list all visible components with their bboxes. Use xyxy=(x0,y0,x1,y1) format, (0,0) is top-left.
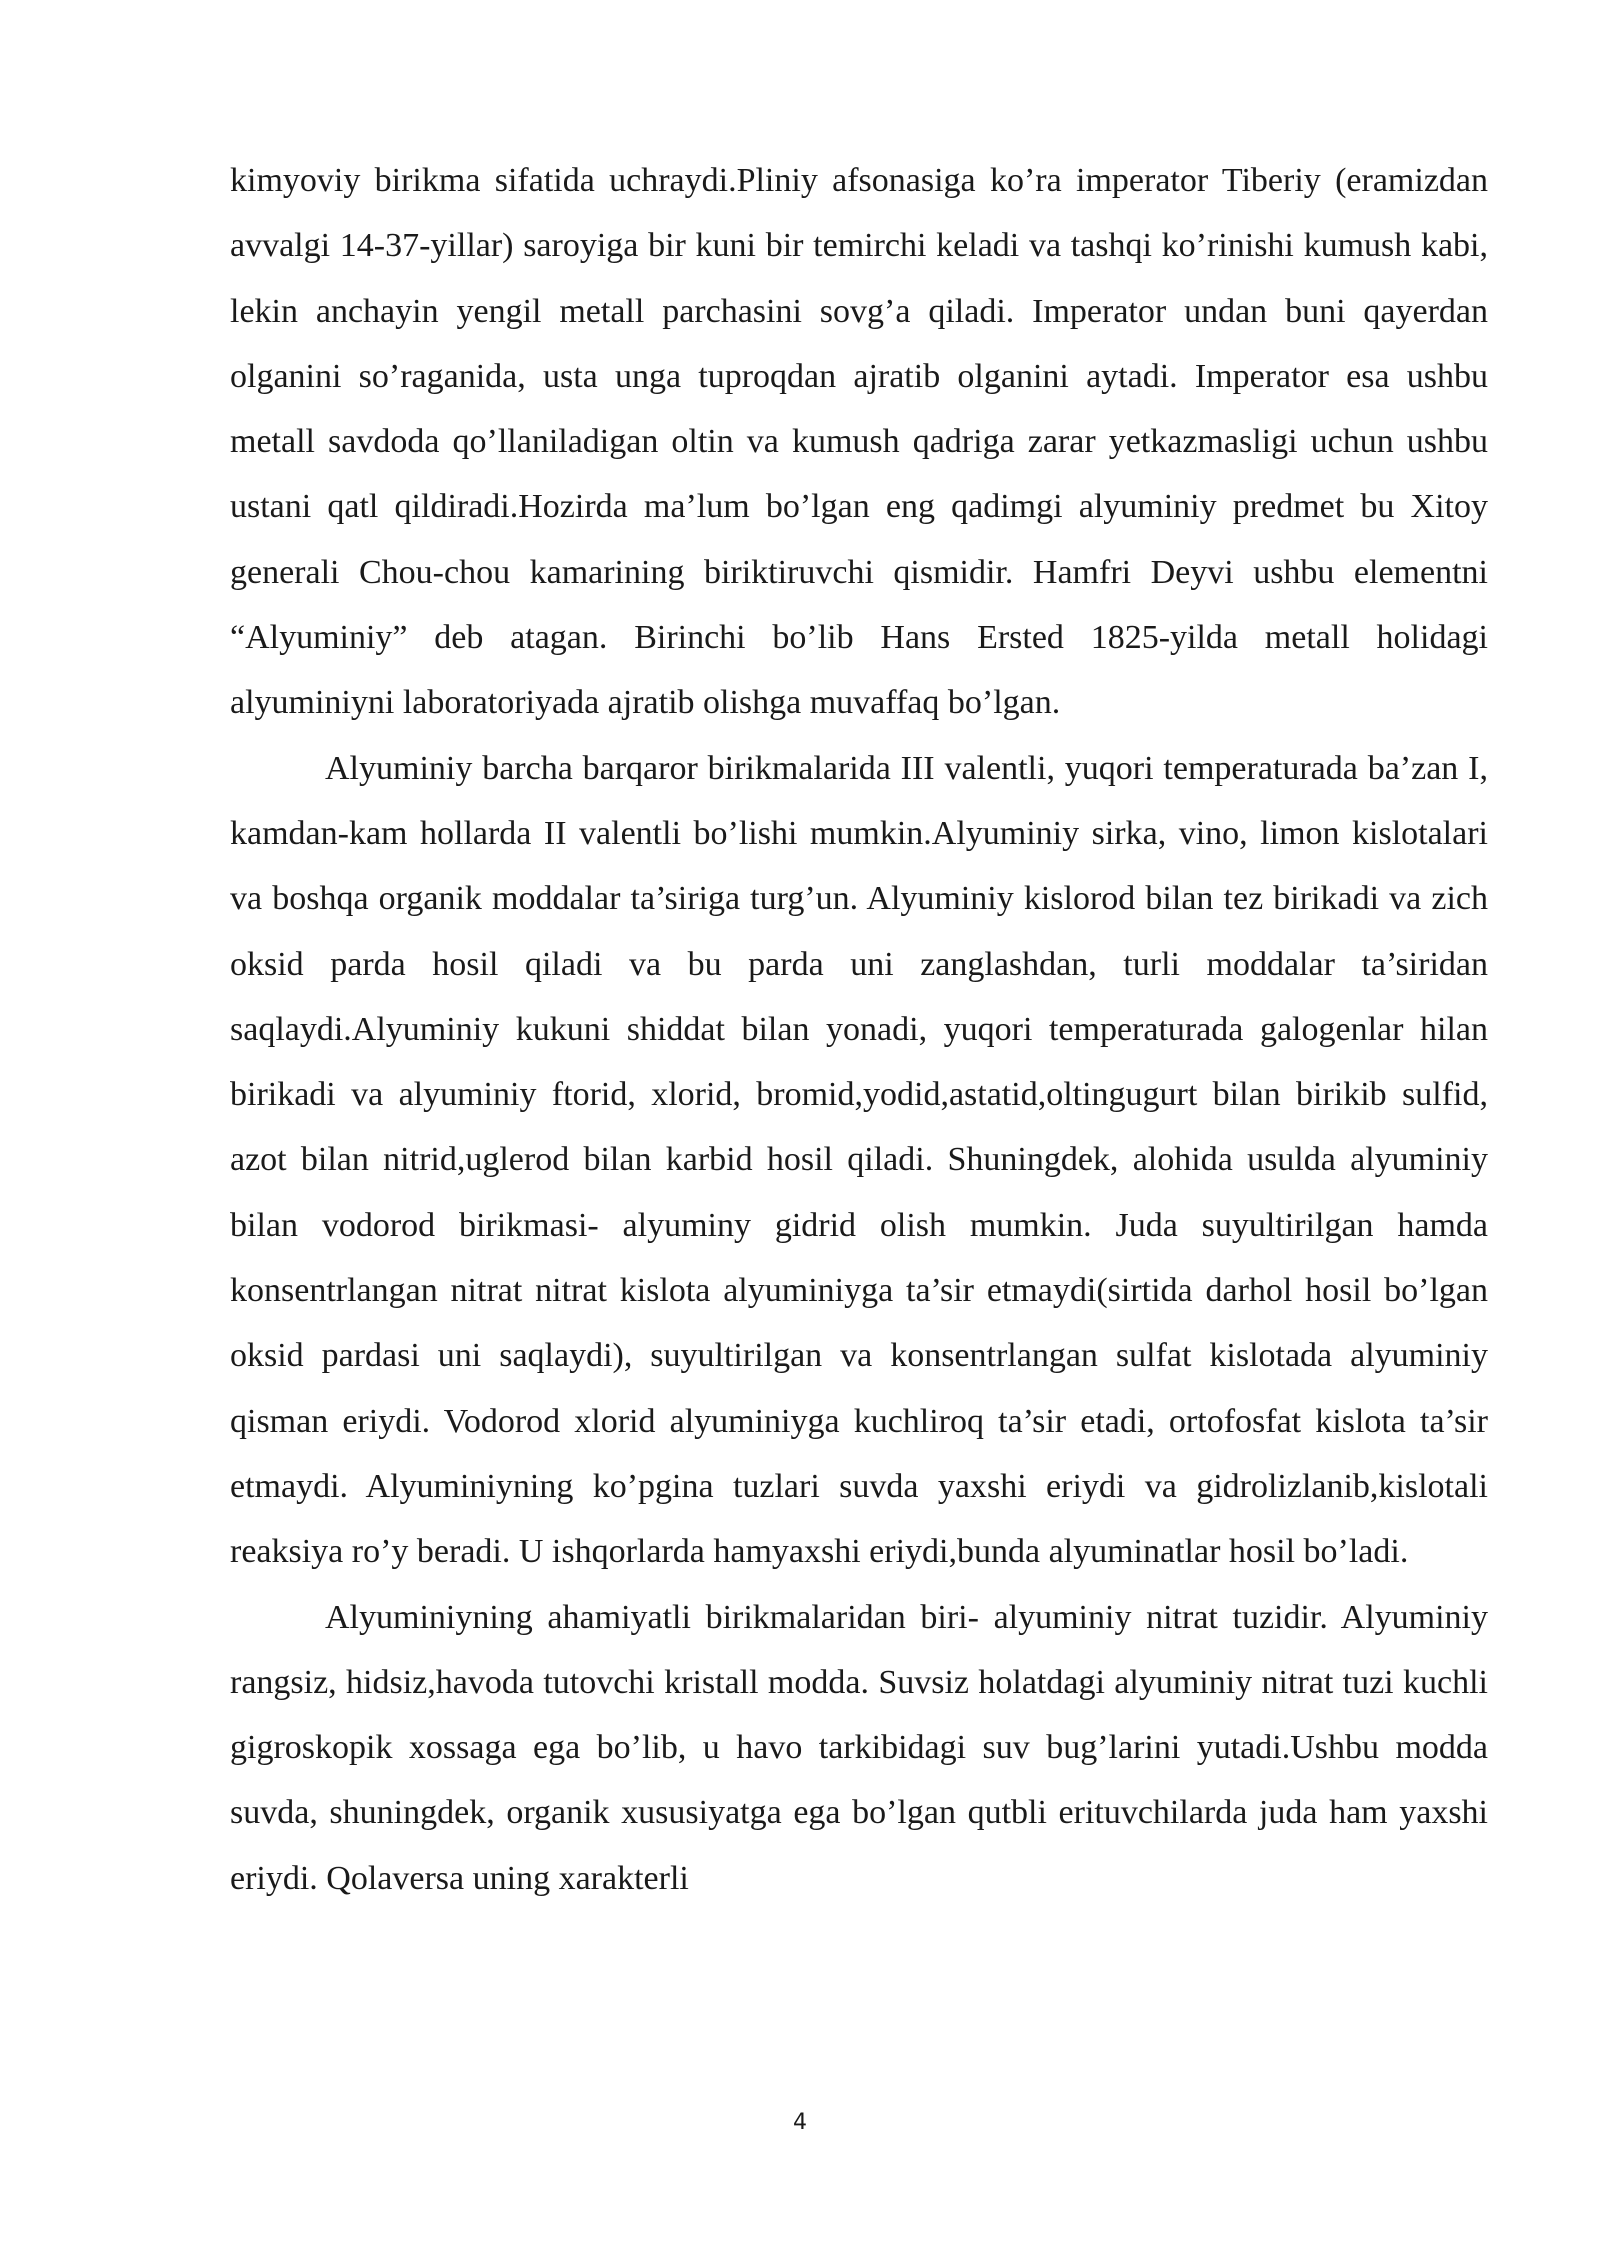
body-text xyxy=(230,148,1488,1911)
paragraph-1: kimyoviy birikma sifatida uchraydi.Pliniy afsonasiga ko’ra imperator Tiberiy (eramizdan avvalgi 14-37-yillar) saroyiga bir kuni bir temirchi keladi va tashqi ko’rinishi kumush kabi, lekin anchayin yengil metall parchasini sovg’a qiladi. Imperator undan buni qayerdan olganini so’raganida, usta unga tuproqdan ajratib olganini aytadi. Imperator esa ushbu metall savdoda qo’llaniladigan oltin va kumush qadriga zarar yetkazmasligi uchun ushbu ustani qatl qildiradi.Hozirda ma’lum bo’lgan eng qadimgi alyuminiy predmet bu Xitoy generali Chou-chou kamarining biriktiruvchi qismidir. Hamfri Deyvi ushbu elementni “Alyuminiy” deb atagan. Birinchi bo’lib Hans Ersted 1825-yilda metall holidagi alyuminiyni laboratoriyada ajratib olishga muvaffaq bo’lgan. xyxy=(230,162,1488,722)
paragraph-2: Alyuminiy barcha barqaror birikmalarida III valentli, yuqori temperaturada ba’zan I, kamdan-kam hollarda II valentli bo’lishi mumkin.Alyuminiy sirka, vino, limon kislotalari va boshqa organik moddalar ta’siriga turg’un. Alyuminiy kislorod bilan tez birikadi va zich oksid parda hosil qiladi va bu parda uni zanglashdan, turli moddalar ta’siridan saqlaydi.Alyuminiy kukuni shiddat bilan yonadi, yuqori temperaturada galogenlar hilan birikadi va alyuminiy ftorid, xlorid, bromid,yodid,astatid,oltingugurt bilan birikib sulfid, azot bilan nitrid,uglerod bilan karbid hosil qiladi. Shuningdek, alohida usulda alyuminiy bilan vodorod birikmasi- alyuminy gidrid olish mumkin. Juda suyultirilgan hamda konsentrlangan nitrat nitrat kislota alyuminiyga ta’sir etmaydi(sirtida darhol hosil bo’lgan oksid pardasi uni saqlaydi), suyultirilgan va konsentrlangan sulfat kislotada alyuminiy qisman eriydi. Vodorod xlorid alyuminiyga kuchliroq ta’sir etadi, ortofosfat kislota ta’sir etmaydi. Alyuminiyning ko’pgina tuzlari suvda yaxshi eriydi va gidrolizlanib,kislotali reaksiya ro’y beradi. U ishqorlarda hamyaxshi eriydi,bunda alyuminatlar hosil bo’ladi. xyxy=(230,749,1488,1571)
page-number: 4 xyxy=(793,2110,807,2135)
paragraph-3: Alyuminiyning ahamiyatli birikmalaridan biri- alyuminiy nitrat tuzidir. Alyuminiy rangsiz, hidsiz,havoda tutovchi kristall modda. Suvsiz holatdagi alyuminiy nitrat tuzi kuchli gigroskopik xossaga ega bo’lib, u havo tarkibidagi suv bug’larini yutadi.Ushbu modda suvda, shuningdek, organik xususiyatga ega bo’lgan qutbli erituvchilarda juda ham yaxshi eriydi. Qolaversa uning xarakterli xyxy=(230,1598,1488,1897)
